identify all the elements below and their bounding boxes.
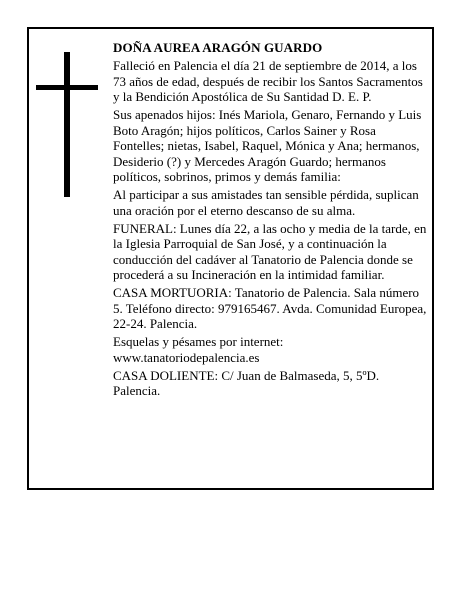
- funeral-details: FUNERAL: Lunes día 22, a las ocho y media de la tarde, en la Iglesia Parroquial de San José, y a continuación la conducción del cadáver al Tanatorio de Palencia donde se procederá a su Incineración en la intimidad familiar.: [113, 220, 427, 282]
- prayer-request: Al participar a sus amistades tan sensible pérdida, suplican una oración por el eterno descanso de su alma.: [113, 187, 419, 218]
- cross-horizontal-bar: [36, 85, 98, 90]
- mourners-list: Sus apenados hijos: Inés Mariola, Genaro, Fernando y Luis Boto Aragón; hijos políticos, Carlos Sainer y Rosa Fontelles; nietas, Isabel, Raquel, Mónica y Ana; hermanos, Desiderio (?) y Mercedes Aragón Guardo; hermanos políticos, sobrinos, primos y demás familia:: [113, 107, 422, 184]
- deceased-name: DOÑA AUREA ARAGÓN GUARDO: [113, 40, 323, 55]
- latin-cross-icon: [36, 52, 98, 197]
- online-condolences: Esquelas y pésames por internet: www.tanatoriodepalencia.es: [113, 334, 284, 365]
- death-announcement: Falleció en Palencia el día 21 de septiembre de 2014, a los 73 años de edad, después de recibir los Santos Sacramentos y la Bendición Apostólica de Su Santidad D. E. P.: [113, 58, 423, 104]
- cross-vertical-bar: [64, 52, 70, 197]
- family-home-address: CASA DOLIENTE: C/ Juan de Balmaseda, 5, 5ºD. Palencia.: [113, 367, 380, 398]
- funeral-home-details: CASA MORTUORIA: Tanatorio de Palencia. Sala número 5. Teléfono directo: 979165467. Avda. Comunidad Europea, 22-24. Palencia.: [113, 285, 427, 331]
- obituary-text: [113, 40, 428, 401]
